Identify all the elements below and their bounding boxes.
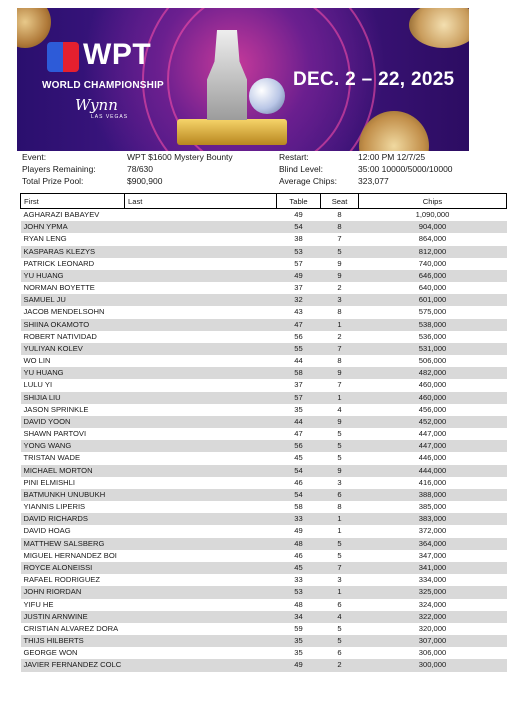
table-row	[21, 379, 507, 391]
cell-table: 54	[277, 465, 321, 477]
cell-first: DAVID RICHARDS	[21, 513, 125, 525]
cell-last	[125, 452, 277, 464]
cell-last	[125, 343, 277, 355]
cell-table: 46	[294, 477, 303, 487]
cell-last	[125, 586, 277, 598]
venue-city: LAS VEGAS	[91, 114, 129, 120]
header-seat: Seat	[321, 194, 359, 209]
cell-table: 44	[294, 356, 303, 366]
cell-first: YU HUANG	[21, 367, 125, 379]
cell-seat: 2	[337, 331, 342, 341]
cell-table: 45	[277, 562, 321, 574]
cell-chips: 416,000	[418, 477, 447, 487]
cell-first: THIJS HILBERTS	[21, 635, 125, 647]
table-row	[21, 513, 507, 525]
cell-last	[125, 440, 277, 452]
table-row	[21, 623, 507, 635]
table-row	[21, 282, 507, 294]
cell-first: PINI ELMISHLI	[23, 477, 75, 487]
cell-first: SAMUEL JU	[21, 294, 125, 306]
cell-first: KASPARAS KLEZYS	[21, 246, 125, 258]
cell-chips: 740,000	[418, 258, 447, 268]
cell-table: 54	[277, 489, 321, 501]
event-banner	[17, 8, 469, 151]
event-label: Event:	[22, 152, 47, 162]
venue-logo: Wynn	[75, 96, 118, 114]
cell-chips: 575,000	[418, 307, 447, 317]
cell-chips: 812,000	[359, 246, 507, 258]
cell-last	[125, 404, 277, 416]
cell-first: JOHN RIORDAN	[21, 586, 125, 598]
cell-chips: 456,000	[418, 404, 447, 414]
cell-table: 57	[277, 392, 321, 404]
cell-last	[125, 428, 277, 440]
header-last: Last	[125, 194, 277, 209]
table-header-row	[21, 194, 507, 209]
cell-table: 48	[277, 538, 321, 550]
cell-seat: 9	[321, 465, 359, 477]
cell-table: 49	[277, 659, 321, 671]
chip-count-table	[20, 193, 507, 672]
cell-first: JASON SPRINKLE	[23, 404, 89, 414]
cell-last	[125, 635, 277, 647]
cell-chips: 388,000	[359, 489, 507, 501]
cell-chips: 646,000	[359, 270, 507, 282]
cell-table: 59	[294, 623, 303, 633]
cell-chips: 324,000	[418, 599, 447, 609]
cell-last	[125, 525, 277, 537]
cell-last	[125, 355, 277, 367]
cell-chips: 320,000	[418, 623, 447, 633]
cell-first: YONG WANG	[21, 440, 125, 452]
cell-first: RYAN LENG	[23, 234, 67, 244]
wpt-logo-icon	[47, 42, 79, 72]
cell-last	[125, 416, 277, 428]
event-dates: DEC. 2 – 22, 2025	[293, 69, 455, 90]
cell-seat: 7	[337, 380, 342, 390]
cell-chips: 383,000	[359, 513, 507, 525]
cell-last	[125, 209, 277, 222]
cell-last	[125, 623, 277, 635]
cell-chips: 864,000	[418, 234, 447, 244]
cell-chips: 640,000	[418, 283, 447, 293]
cell-seat: 7	[321, 343, 359, 355]
cell-seat: 8	[337, 502, 342, 512]
cell-seat: 5	[321, 440, 359, 452]
cell-table: 37	[294, 283, 303, 293]
restart-value: 12:00 PM 12/7/25	[358, 152, 426, 162]
cell-chips: 447,000	[359, 440, 507, 452]
cell-chips: 322,000	[359, 611, 507, 623]
cell-first: ROYCE ALONEISSI	[21, 562, 125, 574]
cell-seat: 5	[321, 246, 359, 258]
header-table: Table	[277, 194, 321, 209]
table-row	[21, 574, 507, 586]
cell-chips: 347,000	[418, 550, 447, 560]
avg-chips-label: Average Chips:	[279, 176, 337, 186]
prize-label: Total Prize Pool:	[22, 176, 84, 186]
cell-last	[125, 379, 277, 391]
cell-seat: 4	[337, 404, 342, 414]
cell-first: SHIJIA LIU	[21, 392, 125, 404]
cell-chips: 444,000	[359, 465, 507, 477]
cell-chips: 372,000	[418, 526, 447, 536]
cell-first: YU HUANG	[21, 270, 125, 282]
cell-last	[125, 513, 277, 525]
cell-seat: 5	[337, 550, 342, 560]
table-row	[21, 525, 507, 537]
cell-table: 56	[294, 331, 303, 341]
table-row	[21, 489, 507, 501]
cell-first: JOHN YPMA	[21, 221, 125, 233]
cell-first: CRISTIAN ALVAREZ DORA	[23, 623, 119, 633]
cell-chips: 531,000	[359, 343, 507, 355]
cell-seat: 9	[321, 416, 359, 428]
cell-last	[125, 611, 277, 623]
cell-last	[125, 282, 277, 294]
table-row	[21, 319, 507, 331]
cell-seat: 8	[321, 221, 359, 233]
cell-first: MICHAEL MORTON	[21, 465, 125, 477]
cell-last	[125, 392, 277, 404]
table-row	[21, 392, 507, 404]
cell-last	[125, 501, 277, 513]
poker-chip-image	[409, 8, 469, 48]
cell-table: 49	[277, 270, 321, 282]
cell-table: 58	[294, 502, 303, 512]
cell-first: MIGUEL HERNANDEZ BOI	[23, 550, 117, 560]
cell-chips: 460,000	[359, 392, 507, 404]
table-row	[21, 270, 507, 282]
table-row	[21, 404, 507, 416]
header-chips: Chips	[359, 194, 507, 209]
cell-first: PATRICK LEONARD	[23, 258, 95, 268]
cell-seat: 6	[337, 648, 342, 658]
cell-last	[125, 246, 277, 258]
cell-chips: 446,000	[418, 453, 447, 463]
cell-seat: 1	[321, 513, 359, 525]
table-row	[21, 538, 507, 550]
table-row	[21, 209, 507, 222]
table-row	[21, 452, 507, 464]
players-label: Players Remaining:	[22, 164, 96, 174]
cell-last	[125, 489, 277, 501]
cell-first: GEORGE WON	[23, 648, 78, 658]
cell-first: SHIINA OKAMOTO	[21, 319, 125, 331]
cell-table: 35	[294, 648, 303, 658]
cell-table: 55	[277, 343, 321, 355]
cell-last	[125, 221, 277, 233]
cell-seat: 3	[337, 477, 342, 487]
cell-first: MATTHEW SALSBERG	[21, 538, 125, 550]
cell-last	[125, 306, 277, 318]
cell-first: RAFAEL RODRIGUEZ	[23, 575, 101, 585]
cell-last	[125, 294, 277, 306]
cell-seat: 9	[337, 258, 342, 268]
cell-table: 57	[294, 258, 303, 268]
cell-seat: 3	[321, 294, 359, 306]
cell-first: BATMUNKH UNUBUKH	[21, 489, 125, 501]
cell-table: 44	[277, 416, 321, 428]
table-row	[21, 635, 507, 647]
cell-table: 34	[277, 611, 321, 623]
cell-first: AGHARAZI BABAYEV	[23, 210, 100, 219]
table-row	[21, 440, 507, 452]
cell-first: ROBERT NATIVIDAD	[23, 331, 97, 341]
cell-last	[125, 647, 277, 659]
cell-seat: 5	[321, 538, 359, 550]
poker-chip-image	[17, 8, 51, 48]
cell-table: 47	[277, 319, 321, 331]
cell-first: WO LIN	[23, 356, 51, 366]
cell-last	[125, 319, 277, 331]
table-row	[21, 586, 507, 598]
table-row	[21, 221, 507, 233]
cell-chips: 904,000	[359, 221, 507, 233]
avg-chips-value: 323,077	[358, 176, 389, 186]
cell-chips: 452,000	[359, 416, 507, 428]
cell-first: JACOB MENDELSOHN	[23, 307, 105, 317]
header-first: First	[21, 194, 125, 209]
gold-bars-image	[177, 119, 287, 145]
cell-table: 38	[294, 234, 303, 244]
cell-seat: 1	[321, 319, 359, 331]
cell-seat: 3	[337, 575, 342, 585]
table-row	[21, 258, 507, 270]
cell-table: 56	[277, 440, 321, 452]
event-value: WPT $1600 Mystery Bounty	[127, 152, 233, 162]
cell-chips: 364,000	[359, 538, 507, 550]
cell-last	[125, 659, 277, 671]
event-info	[20, 150, 490, 190]
cell-last	[125, 477, 277, 489]
cell-last	[125, 562, 277, 574]
table-row	[21, 428, 507, 440]
cell-table: 49	[294, 210, 303, 219]
cell-seat: 5	[321, 635, 359, 647]
cell-seat: 8	[337, 356, 342, 366]
cell-chips: 325,000	[359, 586, 507, 598]
cell-chips: 536,000	[418, 331, 447, 341]
cell-seat: 5	[337, 429, 342, 439]
cell-first: DAVID YOON	[21, 416, 125, 428]
cell-table: 58	[277, 367, 321, 379]
cell-chips: 1,090,000	[415, 210, 450, 219]
cell-chips: 506,000	[418, 356, 447, 366]
cell-seat: 5	[337, 453, 342, 463]
cell-seat: 1	[321, 392, 359, 404]
table-row	[21, 659, 507, 671]
table-row	[21, 647, 507, 659]
cell-seat: 7	[337, 234, 342, 244]
cell-seat: 9	[321, 270, 359, 282]
cell-first: YULIYAN KOLEV	[21, 343, 125, 355]
cell-last	[125, 550, 277, 562]
table-row	[21, 416, 507, 428]
table-row	[21, 477, 507, 489]
restart-label: Restart:	[279, 152, 309, 162]
cell-table: 54	[277, 221, 321, 233]
cell-table: 49	[294, 526, 303, 536]
banner-subtitle: WORLD CHAMPIONSHIP	[42, 80, 164, 91]
cell-chips: 482,000	[359, 367, 507, 379]
table-row	[21, 599, 507, 611]
cell-last	[125, 270, 277, 282]
cell-first: JAVIER FERNANDEZ COLC	[21, 659, 125, 671]
cell-first: TRISTAN WADE	[23, 453, 81, 463]
prize-value: $900,900	[127, 176, 163, 186]
table-row	[21, 611, 507, 623]
cell-chips: 601,000	[359, 294, 507, 306]
players-value: 78/630	[127, 164, 153, 174]
table-row	[21, 550, 507, 562]
cell-table: 35	[294, 404, 303, 414]
cell-seat: 9	[321, 367, 359, 379]
cell-table: 45	[294, 453, 303, 463]
cell-last	[125, 538, 277, 550]
table-row	[21, 331, 507, 343]
table-row	[21, 343, 507, 355]
cell-chips: 307,000	[359, 635, 507, 647]
cell-last	[125, 258, 277, 270]
cell-last	[125, 367, 277, 379]
cell-chips: 538,000	[359, 319, 507, 331]
cell-chips: 460,000	[418, 380, 447, 390]
cell-last	[125, 599, 277, 611]
cell-table: 53	[277, 586, 321, 598]
cell-seat: 4	[321, 611, 359, 623]
table-row	[21, 355, 507, 367]
cell-first: LULU YI	[23, 380, 53, 390]
cell-table: 33	[294, 575, 303, 585]
cell-seat: 2	[321, 659, 359, 671]
cell-first: JUSTIN ARNWINE	[21, 611, 125, 623]
cell-seat: 8	[337, 210, 342, 219]
cell-last	[125, 331, 277, 343]
cell-seat: 6	[337, 599, 342, 609]
table-row	[21, 367, 507, 379]
table-row	[21, 246, 507, 258]
cell-table: 35	[277, 635, 321, 647]
cell-chips: 334,000	[418, 575, 447, 585]
trophy-globe-image	[249, 78, 285, 114]
cell-last	[125, 233, 277, 245]
cell-table: 53	[277, 246, 321, 258]
table-row	[21, 562, 507, 574]
cell-table: 32	[277, 294, 321, 306]
table-row	[21, 294, 507, 306]
cell-seat: 1	[321, 586, 359, 598]
cell-seat: 1	[337, 526, 342, 536]
cell-chips: 385,000	[418, 502, 447, 512]
cell-last	[125, 574, 277, 586]
cell-first: SHAWN PARTOVI	[23, 429, 87, 439]
table-row	[21, 501, 507, 513]
cell-first: YIANNIS LIPERIS	[23, 502, 86, 512]
cell-seat: 7	[321, 562, 359, 574]
cell-table: 37	[294, 380, 303, 390]
wpt-logo-text: WPT	[83, 38, 152, 71]
cell-table: 47	[294, 429, 303, 439]
cell-table: 48	[294, 599, 303, 609]
blind-label: Blind Level:	[279, 164, 323, 174]
cell-table: 33	[277, 513, 321, 525]
cell-last	[125, 465, 277, 477]
cell-first: NORMAN BOYETTE	[23, 283, 95, 293]
table-row	[21, 306, 507, 318]
table-row	[21, 465, 507, 477]
cell-chips: 306,000	[418, 648, 447, 658]
cell-first: YIFU HE	[23, 599, 54, 609]
cell-seat: 2	[337, 283, 342, 293]
blind-value: 35:00 10000/5000/10000	[358, 164, 453, 174]
table-body	[21, 209, 507, 672]
cell-chips: 300,000	[359, 659, 507, 671]
cell-first: DAVID HOAG	[23, 526, 71, 536]
cell-seat: 5	[337, 623, 342, 633]
cell-table: 46	[294, 550, 303, 560]
cell-seat: 8	[337, 307, 342, 317]
cell-seat: 6	[321, 489, 359, 501]
table-row	[21, 233, 507, 245]
cell-table: 43	[294, 307, 303, 317]
cell-chips: 447,000	[418, 429, 447, 439]
cell-chips: 341,000	[359, 562, 507, 574]
